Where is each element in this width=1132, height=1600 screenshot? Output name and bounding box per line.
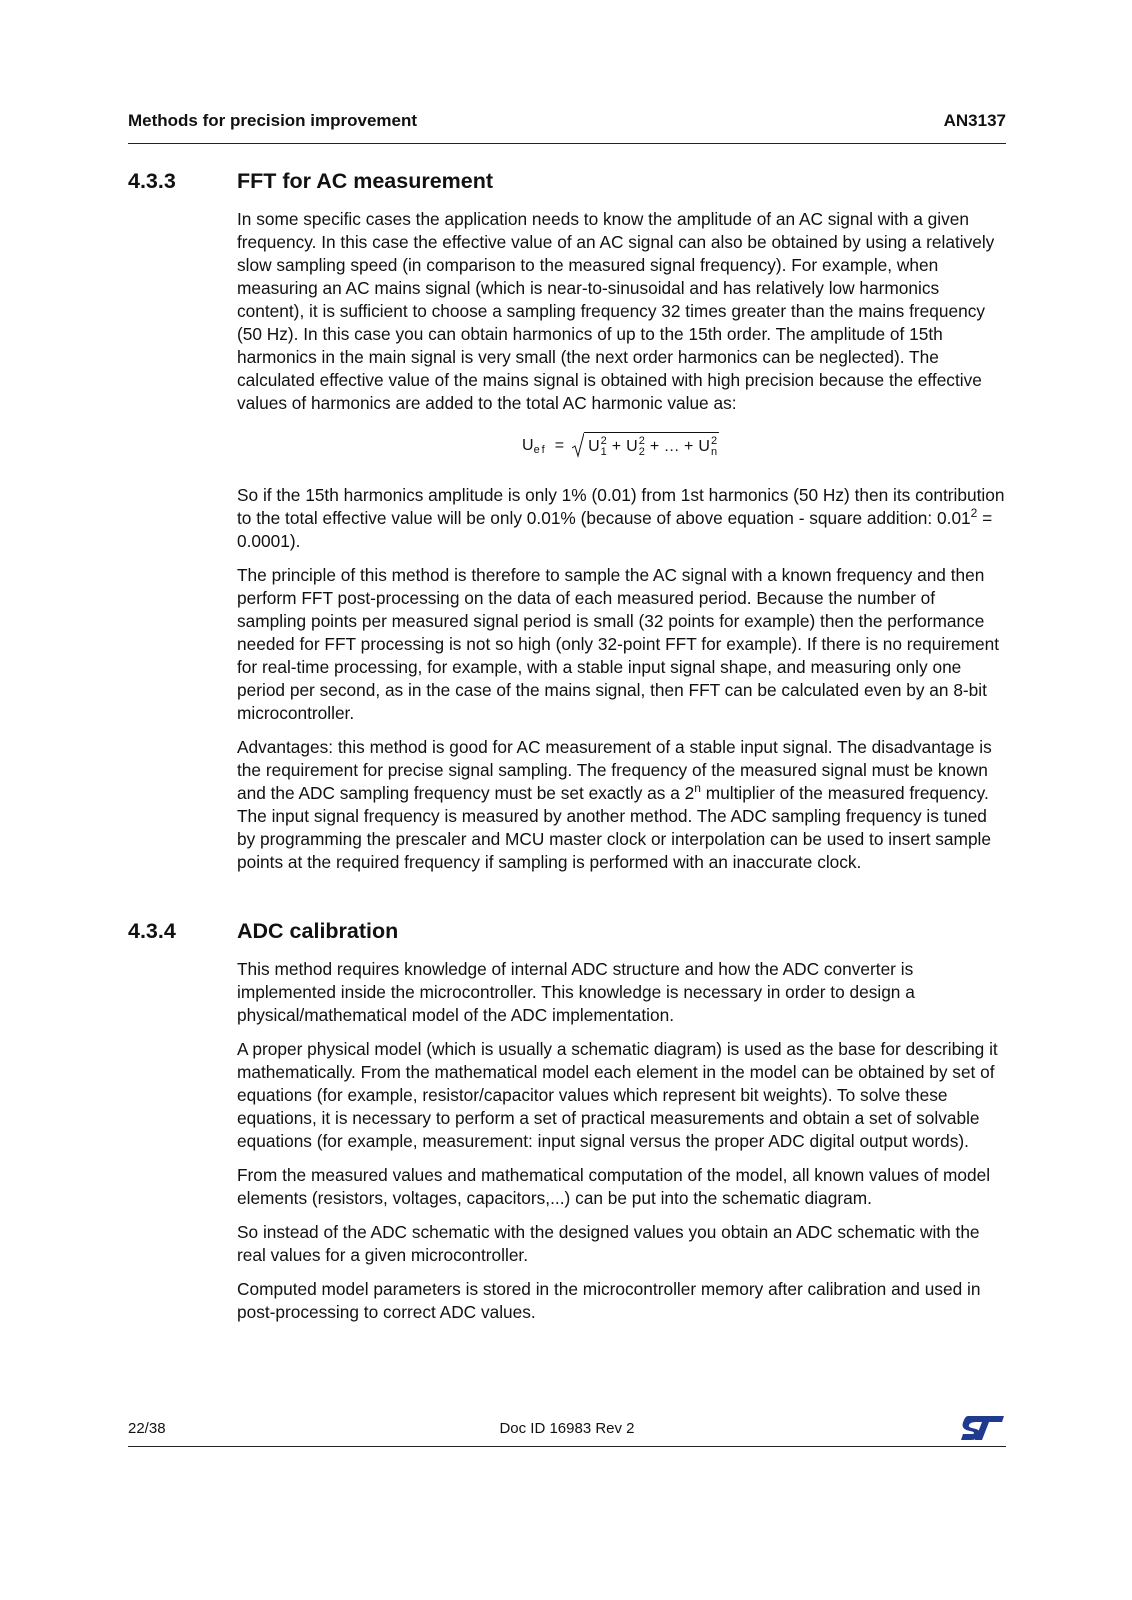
formula-term-1-sup: 2 xyxy=(600,434,607,447)
paragraph: In some specific cases the application needs to know the amplitude of an AC signal with a given frequency. In this case the effective value of an AC signal can also be obtained by using a relatively slow sampling speed (in comparison to the measured signal frequency). For example, when measuring an AC mains signal (which is near-to-sinusoidal and has relatively low harmonics content), it is sufficient to choose a sampling frequency 32 times greater than the mains frequency (50 Hz). In this case you can obtain harmonics of up to the 15th order. The amplitude of 15th harmonics in the main signal is very small (the next order harmonics can be neglected). The calculated effective value of the mains signal is obtained with high precision because the effective values of harmonics are added to the total AC harmonic value as: xyxy=(237,209,995,413)
formula-term-n-sub: n xyxy=(710,445,718,458)
formula-term-n-indices xyxy=(711,436,717,458)
paragraph: Computed model parameters is stored in the microcontroller memory after calibration and used in post-processing to correct ADC values. xyxy=(237,1279,981,1322)
section-title: ADC calibration xyxy=(237,919,399,943)
formula-term-1-sub: 1 xyxy=(600,445,607,458)
paragraph xyxy=(237,736,1007,874)
paragraph: The principle of this method is therefore to sample the AC signal with a known frequency and then perform FFT post-processing on the data of each measured period. Because the number of sampling points per measured signal period is small (32 points for example) then the performance needed for FFT processing is not so high (only 32-point FFT for example). If there is no requirement for real-time processing, for example, with a stable input signal shape, and measuring only one period per second, as in the case of the mains signal, then FFT can be calculated even by an 8-bit microcontroller. xyxy=(237,565,1000,723)
rms-formula xyxy=(522,426,1007,464)
paragraph: From the measured values and mathematical computation of the model, all known values of model elements (resistors, voltages, capacitors,...) can be put into the schematic diagram. xyxy=(237,1165,991,1208)
formula-term-2-sub: 2 xyxy=(638,445,645,458)
header-section-title: Methods for precision improvement xyxy=(128,111,418,130)
formula-lhs-subscript: ef xyxy=(533,443,547,456)
st-logo-icon xyxy=(960,1414,1006,1442)
header-doc-number: AN3137 xyxy=(943,111,1006,130)
section-body-4-3-3 xyxy=(237,208,1007,885)
paragraph-text: Advantages: this method is good for AC measurement of a stable input signal. The disadvantage is the requirement for precise signal sampling. The frequency of the measured signal must be known and the ADC sampling frequency must be set exactly as a 2 xyxy=(237,737,992,803)
page-number: 22/38 xyxy=(128,1420,166,1437)
square-root-icon xyxy=(572,432,584,458)
section-title: FFT for AC measurement xyxy=(237,169,494,193)
formula-ellipsis: + … + xyxy=(649,438,694,455)
formula-term-1: U xyxy=(588,438,600,455)
paragraph-text: So if the 15th harmonics amplitude is only 1% (0.01) from 1st harmonics (50 Hz) then its contribution to the total effective value will be only 0.01% (because of above equation - square addition: 0.01 xyxy=(237,485,1005,528)
section-number: 4.3.3 xyxy=(128,169,176,193)
section-body-4-3-4 xyxy=(237,958,1007,1335)
doc-id: Doc ID 16983 Rev 2 xyxy=(499,1420,635,1437)
formula-term-n-sup: 2 xyxy=(710,434,718,447)
formula-plus: + xyxy=(611,438,622,455)
formula-lhs: U xyxy=(522,436,534,454)
formula-term-2: U xyxy=(626,438,638,455)
formula-radicand xyxy=(584,432,719,458)
paragraph-text: = 0.0001). xyxy=(237,508,993,551)
formula-term-1-indices xyxy=(601,436,607,458)
paragraph: So instead of the ADC schematic with the designed values you obtain an ADC schematic with the real values for a given microcontroller. xyxy=(237,1222,980,1265)
section-number: 4.3.4 xyxy=(128,919,176,943)
formula-equals: = xyxy=(554,436,565,454)
formula-term-2-sup: 2 xyxy=(638,434,645,447)
formula-term-2-indices xyxy=(639,436,645,458)
superscript: 2 xyxy=(970,506,978,520)
formula-term-n: U xyxy=(698,438,710,455)
page-footer xyxy=(128,1418,1006,1447)
superscript: n xyxy=(694,781,701,795)
paragraph-text: multiplier of the measured frequency. The input signal frequency is measured by another method. The ADC sampling frequency is tuned by programming the prescaler and MCU master clock or interpolation can be used to insert sample points at the required frequency if sampling is performed with an inaccurate clock. xyxy=(237,783,992,872)
paragraph xyxy=(237,484,1007,553)
page-header xyxy=(128,111,1006,144)
paragraph: A proper physical model (which is usually a schematic diagram) is used as the base for describing it mathematically. From the mathematical model each element in the model can be obtained by set of equations (for example, resistor/capacitor values which represent bit weights). To solve these equations, it is necessary to perform a set of practical measurements and obtain a set of solvable equations (for example, measurement: input signal versus the proper ADC digital output words). xyxy=(237,1039,998,1151)
paragraph: This method requires knowledge of internal ADC structure and how the ADC converter is implemented inside the microcontroller. This knowledge is necessary in order to design a physical/mathematical model of the ADC implementation. xyxy=(237,959,915,1025)
